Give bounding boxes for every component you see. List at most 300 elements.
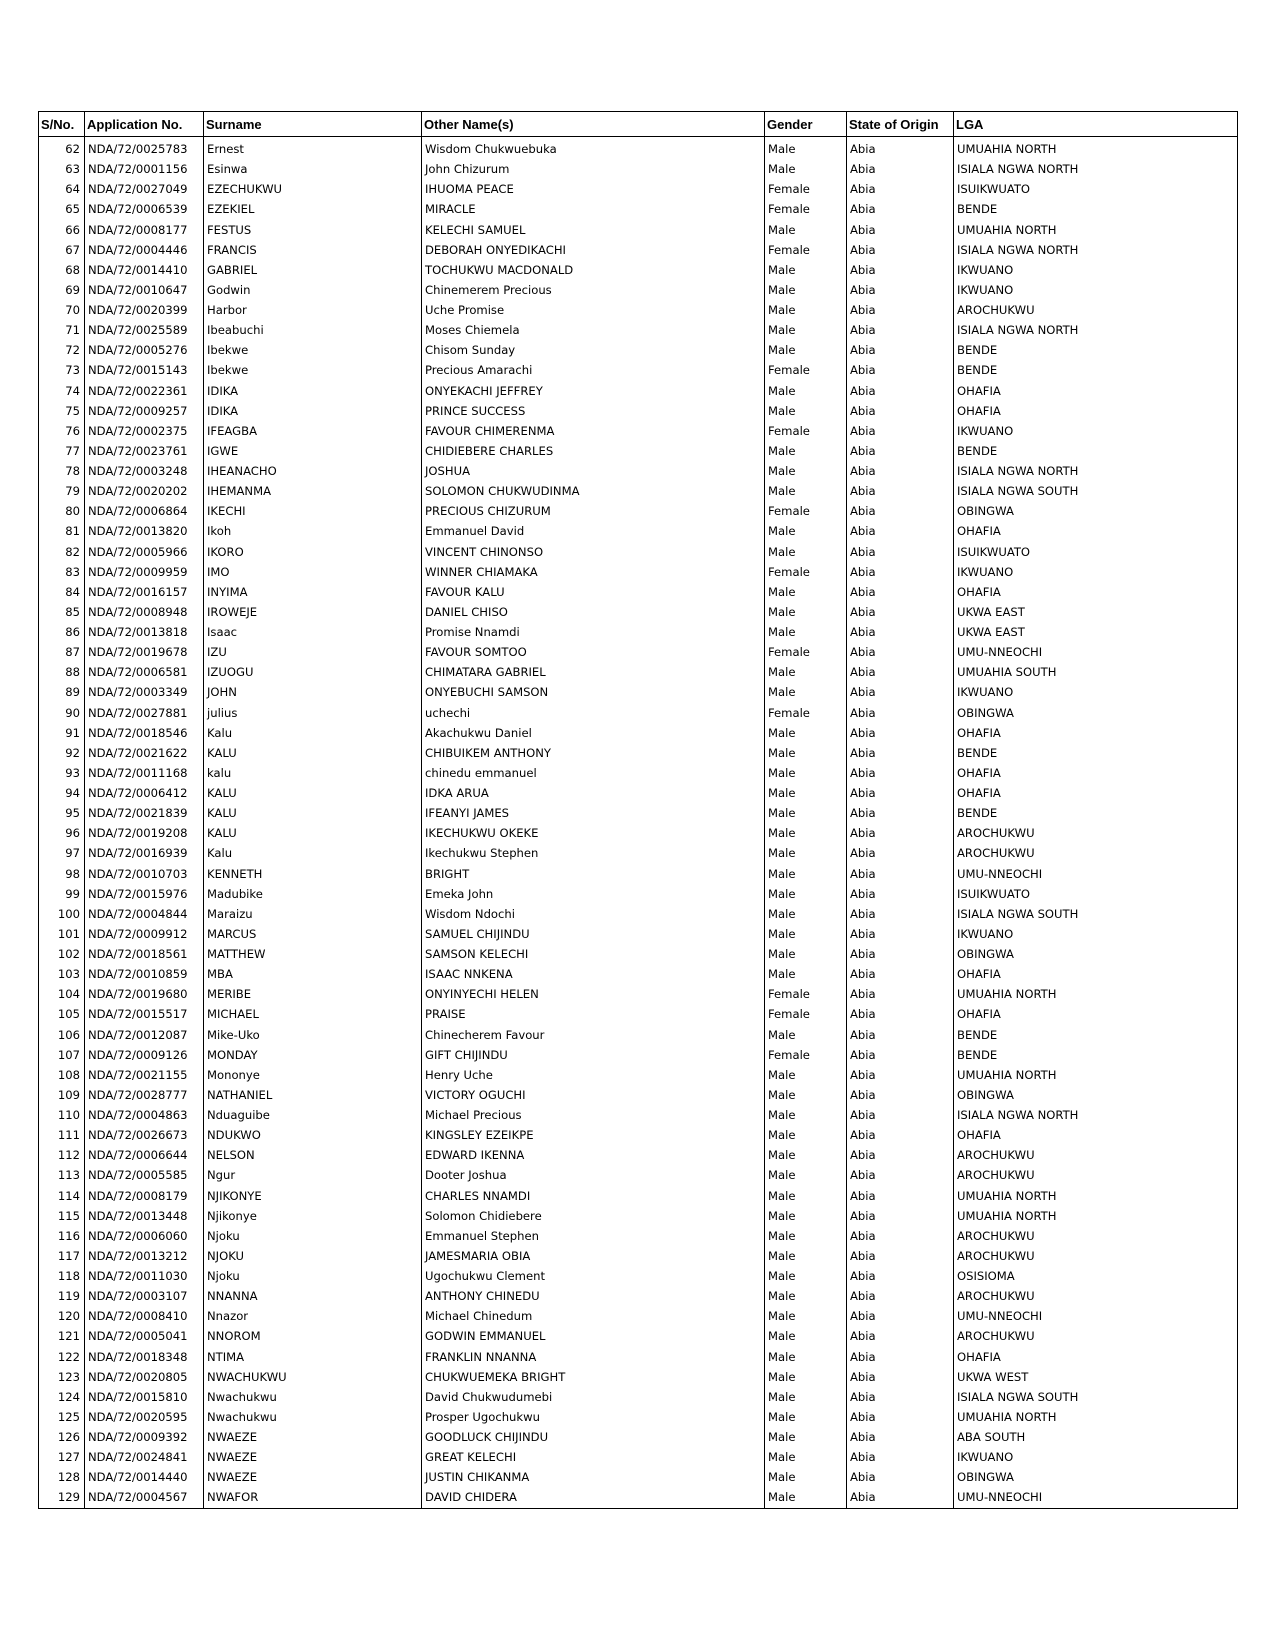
- table-row: [39, 582, 1238, 602]
- cell-sno: 125: [39, 1407, 85, 1427]
- cell-other-names: DANIEL CHISO: [422, 602, 765, 622]
- cell-application-no: NDA/72/0005041: [85, 1326, 204, 1346]
- cell-application-no: NDA/72/0008410: [85, 1306, 204, 1326]
- cell-lga: OHAFIA: [954, 1347, 1238, 1367]
- cell-application-no: NDA/72/0022361: [85, 381, 204, 401]
- cell-state-of-origin: Abia: [847, 944, 954, 964]
- cell-gender: Male: [765, 884, 847, 904]
- cell-state-of-origin: Abia: [847, 1206, 954, 1226]
- cell-state-of-origin: Abia: [847, 421, 954, 441]
- cell-sno: 92: [39, 743, 85, 763]
- cell-gender: Female: [765, 501, 847, 521]
- cell-gender: Female: [765, 1045, 847, 1065]
- cell-gender: Female: [765, 240, 847, 260]
- cell-other-names: John Chizurum: [422, 159, 765, 179]
- cell-lga: OSISIOMA: [954, 1266, 1238, 1286]
- cell-state-of-origin: Abia: [847, 743, 954, 763]
- cell-other-names: EDWARD IKENNA: [422, 1145, 765, 1165]
- cell-sno: 93: [39, 763, 85, 783]
- cell-gender: Male: [765, 803, 847, 823]
- cell-application-no: NDA/72/0003107: [85, 1286, 204, 1306]
- cell-other-names: KELECHI SAMUEL: [422, 220, 765, 240]
- cell-other-names: SAMUEL CHIJINDU: [422, 924, 765, 944]
- cell-surname: NJIKONYE: [204, 1186, 422, 1206]
- cell-application-no: NDA/72/0020202: [85, 481, 204, 501]
- cell-state-of-origin: Abia: [847, 763, 954, 783]
- cell-application-no: NDA/72/0008177: [85, 220, 204, 240]
- cell-application-no: NDA/72/0003349: [85, 682, 204, 702]
- cell-surname: KALU: [204, 743, 422, 763]
- cell-sno: 65: [39, 199, 85, 219]
- cell-state-of-origin: Abia: [847, 1246, 954, 1266]
- table-row: [39, 260, 1238, 280]
- cell-surname: KALU: [204, 823, 422, 843]
- cell-application-no: NDA/72/0010859: [85, 964, 204, 984]
- cell-other-names: KINGSLEY EZEIKPE: [422, 1125, 765, 1145]
- cell-sno: 81: [39, 521, 85, 541]
- cell-other-names: Prosper Ugochukwu: [422, 1407, 765, 1427]
- cell-other-names: Wisdom Ndochi: [422, 904, 765, 924]
- table-row: [39, 823, 1238, 843]
- table-row: [39, 220, 1238, 240]
- cell-gender: Male: [765, 401, 847, 421]
- cell-lga: IKWUANO: [954, 421, 1238, 441]
- table-row: [39, 521, 1238, 541]
- cell-sno: 119: [39, 1286, 85, 1306]
- table-row: [39, 783, 1238, 803]
- table-row: [39, 924, 1238, 944]
- cell-other-names: GREAT KELECHI: [422, 1447, 765, 1467]
- cell-state-of-origin: Abia: [847, 441, 954, 461]
- cell-state-of-origin: Abia: [847, 320, 954, 340]
- cell-application-no: NDA/72/0004863: [85, 1105, 204, 1125]
- cell-lga: OBINGWA: [954, 1467, 1238, 1487]
- cell-sno: 66: [39, 220, 85, 240]
- table-row: [39, 1186, 1238, 1206]
- cell-sno: 109: [39, 1085, 85, 1105]
- cell-application-no: NDA/72/0015976: [85, 884, 204, 904]
- cell-application-no: NDA/72/0028777: [85, 1085, 204, 1105]
- table-row: [39, 381, 1238, 401]
- table-row: [39, 179, 1238, 199]
- cell-other-names: Chinecherem Favour: [422, 1025, 765, 1045]
- cell-lga: IKWUANO: [954, 1447, 1238, 1467]
- cell-lga: UMUAHIA SOUTH: [954, 662, 1238, 682]
- table-row: [39, 1004, 1238, 1024]
- cell-lga: OBINGWA: [954, 703, 1238, 723]
- cell-state-of-origin: Abia: [847, 137, 954, 160]
- cell-application-no: NDA/72/0006644: [85, 1145, 204, 1165]
- cell-lga: UMU-NNEOCHI: [954, 642, 1238, 662]
- cell-sno: 62: [39, 137, 85, 160]
- table-row: [39, 1206, 1238, 1226]
- table-row: [39, 1367, 1238, 1387]
- cell-other-names: FAVOUR SOMTOO: [422, 642, 765, 662]
- table-row: [39, 1286, 1238, 1306]
- cell-state-of-origin: Abia: [847, 360, 954, 380]
- cell-application-no: NDA/72/0015810: [85, 1387, 204, 1407]
- table-row: [39, 1165, 1238, 1185]
- cell-other-names: DAVID CHIDERA: [422, 1487, 765, 1508]
- cell-surname: Maraizu: [204, 904, 422, 924]
- cell-other-names: Solomon Chidiebere: [422, 1206, 765, 1226]
- cell-lga: IKWUANO: [954, 562, 1238, 582]
- cell-application-no: NDA/72/0004567: [85, 1487, 204, 1508]
- table-row: [39, 441, 1238, 461]
- cell-gender: Male: [765, 904, 847, 924]
- cell-surname: Godwin: [204, 280, 422, 300]
- cell-sno: 73: [39, 360, 85, 380]
- cell-sno: 88: [39, 662, 85, 682]
- cell-state-of-origin: Abia: [847, 904, 954, 924]
- cell-gender: Male: [765, 1427, 847, 1447]
- table-row: [39, 481, 1238, 501]
- cell-gender: Male: [765, 823, 847, 843]
- cell-lga: OHAFIA: [954, 783, 1238, 803]
- table-row: [39, 300, 1238, 320]
- cell-application-no: NDA/72/0024841: [85, 1447, 204, 1467]
- cell-surname: NJOKU: [204, 1246, 422, 1266]
- cell-other-names: Michael Chinedum: [422, 1306, 765, 1326]
- cell-surname: EZECHUKWU: [204, 179, 422, 199]
- cell-application-no: NDA/72/0011168: [85, 763, 204, 783]
- cell-lga: BENDE: [954, 360, 1238, 380]
- cell-surname: KALU: [204, 783, 422, 803]
- cell-gender: Female: [765, 1004, 847, 1024]
- cell-surname: MATTHEW: [204, 944, 422, 964]
- cell-application-no: NDA/72/0006864: [85, 501, 204, 521]
- cell-state-of-origin: Abia: [847, 562, 954, 582]
- cell-lga: OBINGWA: [954, 1085, 1238, 1105]
- cell-other-names: Emeka John: [422, 884, 765, 904]
- table-row: [39, 602, 1238, 622]
- cell-gender: Male: [765, 260, 847, 280]
- cell-state-of-origin: Abia: [847, 1467, 954, 1487]
- cell-lga: AROCHUKWU: [954, 1165, 1238, 1185]
- cell-state-of-origin: Abia: [847, 401, 954, 421]
- cell-other-names: Wisdom Chukwuebuka: [422, 137, 765, 160]
- cell-other-names: MIRACLE: [422, 199, 765, 219]
- cell-application-no: NDA/72/0023761: [85, 441, 204, 461]
- cell-surname: IHEMANMA: [204, 481, 422, 501]
- cell-sno: 122: [39, 1347, 85, 1367]
- cell-surname: MONDAY: [204, 1045, 422, 1065]
- cell-state-of-origin: Abia: [847, 1266, 954, 1286]
- cell-gender: Male: [765, 864, 847, 884]
- cell-application-no: NDA/72/0027049: [85, 179, 204, 199]
- cell-lga: ISIALA NGWA NORTH: [954, 1105, 1238, 1125]
- cell-gender: Male: [765, 1025, 847, 1045]
- cell-lga: UKWA EAST: [954, 622, 1238, 642]
- cell-application-no: NDA/72/0019678: [85, 642, 204, 662]
- table-row: [39, 1407, 1238, 1427]
- cell-application-no: NDA/72/0010647: [85, 280, 204, 300]
- cell-other-names: Dooter Joshua: [422, 1165, 765, 1185]
- cell-surname: NELSON: [204, 1145, 422, 1165]
- table-row: [39, 1266, 1238, 1286]
- cell-state-of-origin: Abia: [847, 1306, 954, 1326]
- cell-gender: Female: [765, 984, 847, 1004]
- cell-gender: Male: [765, 280, 847, 300]
- table-row: [39, 1326, 1238, 1346]
- cell-state-of-origin: Abia: [847, 1186, 954, 1206]
- cell-surname: KALU: [204, 803, 422, 823]
- cell-application-no: NDA/72/0011030: [85, 1266, 204, 1286]
- cell-application-no: NDA/72/0014410: [85, 260, 204, 280]
- table-row: [39, 421, 1238, 441]
- cell-state-of-origin: Abia: [847, 864, 954, 884]
- cell-surname: Ngur: [204, 1165, 422, 1185]
- cell-lga: BENDE: [954, 1045, 1238, 1065]
- cell-state-of-origin: Abia: [847, 1025, 954, 1045]
- cell-surname: Ibekwe: [204, 360, 422, 380]
- cell-surname: FRANCIS: [204, 240, 422, 260]
- cell-lga: AROCHUKWU: [954, 1226, 1238, 1246]
- cell-other-names: ONYEBUCHI SAMSON: [422, 682, 765, 702]
- cell-application-no: NDA/72/0009126: [85, 1045, 204, 1065]
- cell-sno: 105: [39, 1004, 85, 1024]
- cell-other-names: IDKA ARUA: [422, 783, 765, 803]
- cell-state-of-origin: Abia: [847, 1427, 954, 1447]
- cell-lga: BENDE: [954, 199, 1238, 219]
- cell-other-names: IKECHUKWU OKEKE: [422, 823, 765, 843]
- cell-lga: ISUIKWUATO: [954, 884, 1238, 904]
- cell-lga: ABA SOUTH: [954, 1427, 1238, 1447]
- cell-lga: IKWUANO: [954, 924, 1238, 944]
- cell-state-of-origin: Abia: [847, 381, 954, 401]
- cell-gender: Male: [765, 843, 847, 863]
- cell-surname: JOHN: [204, 682, 422, 702]
- cell-surname: NWAEZE: [204, 1467, 422, 1487]
- cell-state-of-origin: Abia: [847, 783, 954, 803]
- header-row: [39, 112, 1238, 137]
- cell-surname: Nwachukwu: [204, 1387, 422, 1407]
- cell-application-no: NDA/72/0009257: [85, 401, 204, 421]
- cell-application-no: NDA/72/0019680: [85, 984, 204, 1004]
- cell-surname: Nwachukwu: [204, 1407, 422, 1427]
- cell-sno: 115: [39, 1206, 85, 1226]
- cell-surname: FESTUS: [204, 220, 422, 240]
- cell-state-of-origin: Abia: [847, 300, 954, 320]
- cell-gender: Male: [765, 1145, 847, 1165]
- cell-other-names: Emmanuel Stephen: [422, 1226, 765, 1246]
- cell-sno: 97: [39, 843, 85, 863]
- cell-sno: 99: [39, 884, 85, 904]
- cell-sno: 120: [39, 1306, 85, 1326]
- cell-gender: Male: [765, 521, 847, 541]
- column-header-gender: Gender: [765, 112, 847, 137]
- cell-application-no: NDA/72/0006581: [85, 662, 204, 682]
- cell-sno: 86: [39, 622, 85, 642]
- cell-application-no: NDA/72/0018561: [85, 944, 204, 964]
- cell-gender: Female: [765, 562, 847, 582]
- column-header-application-no: Application No.: [85, 112, 204, 137]
- cell-lga: ISIALA NGWA SOUTH: [954, 481, 1238, 501]
- cell-other-names: Ikechukwu Stephen: [422, 843, 765, 863]
- cell-gender: Male: [765, 1367, 847, 1387]
- cell-surname: Nduaguibe: [204, 1105, 422, 1125]
- cell-sno: 67: [39, 240, 85, 260]
- cell-gender: Male: [765, 622, 847, 642]
- cell-gender: Male: [765, 300, 847, 320]
- cell-other-names: uchechi: [422, 703, 765, 723]
- cell-surname: GABRIEL: [204, 260, 422, 280]
- cell-gender: Male: [765, 441, 847, 461]
- cell-sno: 126: [39, 1427, 85, 1447]
- cell-gender: Male: [765, 1266, 847, 1286]
- cell-lga: UMUAHIA NORTH: [954, 1186, 1238, 1206]
- cell-surname: Nnazor: [204, 1306, 422, 1326]
- table-row: [39, 642, 1238, 662]
- cell-other-names: TOCHUKWU MACDONALD: [422, 260, 765, 280]
- cell-lga: UMUAHIA NORTH: [954, 984, 1238, 1004]
- cell-gender: Male: [765, 1467, 847, 1487]
- cell-other-names: CHUKWUEMEKA BRIGHT: [422, 1367, 765, 1387]
- cell-state-of-origin: Abia: [847, 481, 954, 501]
- cell-application-no: NDA/72/0025783: [85, 137, 204, 160]
- cell-application-no: NDA/72/0019208: [85, 823, 204, 843]
- table-row: [39, 1467, 1238, 1487]
- cell-surname: NNOROM: [204, 1326, 422, 1346]
- cell-sno: 82: [39, 542, 85, 562]
- cell-application-no: NDA/72/0004446: [85, 240, 204, 260]
- table-row: [39, 803, 1238, 823]
- cell-application-no: NDA/72/0008948: [85, 602, 204, 622]
- cell-other-names: CHIMATARA GABRIEL: [422, 662, 765, 682]
- cell-lga: ISIALA NGWA SOUTH: [954, 1387, 1238, 1407]
- table-row: [39, 1045, 1238, 1065]
- cell-sno: 111: [39, 1125, 85, 1145]
- cell-lga: OHAFIA: [954, 964, 1238, 984]
- cell-state-of-origin: Abia: [847, 1286, 954, 1306]
- cell-gender: Male: [765, 320, 847, 340]
- cell-sno: 87: [39, 642, 85, 662]
- cell-lga: ISIALA NGWA NORTH: [954, 320, 1238, 340]
- cell-other-names: chinedu emmanuel: [422, 763, 765, 783]
- cell-surname: Ernest: [204, 137, 422, 160]
- cell-lga: OBINGWA: [954, 501, 1238, 521]
- cell-application-no: NDA/72/0004844: [85, 904, 204, 924]
- cell-sno: 110: [39, 1105, 85, 1125]
- cell-other-names: Chinemerem Precious: [422, 280, 765, 300]
- cell-other-names: Precious Amarachi: [422, 360, 765, 380]
- cell-gender: Male: [765, 137, 847, 160]
- cell-application-no: NDA/72/0005966: [85, 542, 204, 562]
- cell-other-names: WINNER CHIAMAKA: [422, 562, 765, 582]
- table-row: [39, 1347, 1238, 1367]
- cell-sno: 79: [39, 481, 85, 501]
- cell-gender: Female: [765, 642, 847, 662]
- cell-lga: UMUAHIA NORTH: [954, 1407, 1238, 1427]
- table-row: [39, 723, 1238, 743]
- cell-state-of-origin: Abia: [847, 1165, 954, 1185]
- cell-gender: Male: [765, 944, 847, 964]
- cell-sno: 68: [39, 260, 85, 280]
- cell-other-names: ISAAC NNKENA: [422, 964, 765, 984]
- cell-sno: 96: [39, 823, 85, 843]
- cell-gender: Male: [765, 602, 847, 622]
- cell-sno: 121: [39, 1326, 85, 1346]
- cell-state-of-origin: Abia: [847, 461, 954, 481]
- cell-state-of-origin: Abia: [847, 1487, 954, 1508]
- table-row: [39, 864, 1238, 884]
- table-row: [39, 763, 1238, 783]
- cell-application-no: NDA/72/0013820: [85, 521, 204, 541]
- cell-surname: NDUKWO: [204, 1125, 422, 1145]
- cell-surname: IKORO: [204, 542, 422, 562]
- cell-application-no: NDA/72/0006412: [85, 783, 204, 803]
- table-row: [39, 280, 1238, 300]
- cell-gender: Male: [765, 1186, 847, 1206]
- cell-lga: BENDE: [954, 441, 1238, 461]
- table-row: [39, 662, 1238, 682]
- cell-surname: INYIMA: [204, 582, 422, 602]
- cell-sno: 70: [39, 300, 85, 320]
- cell-gender: Female: [765, 421, 847, 441]
- cell-other-names: PRECIOUS CHIZURUM: [422, 501, 765, 521]
- table-row: [39, 1145, 1238, 1165]
- cell-state-of-origin: Abia: [847, 1387, 954, 1407]
- table-row: [39, 320, 1238, 340]
- cell-sno: 129: [39, 1487, 85, 1508]
- cell-other-names: PRINCE SUCCESS: [422, 401, 765, 421]
- cell-gender: Male: [765, 481, 847, 501]
- table-row: [39, 1246, 1238, 1266]
- cell-other-names: ONYEKACHI JEFFREY: [422, 381, 765, 401]
- table-row: [39, 501, 1238, 521]
- column-header-lga: LGA: [954, 112, 1238, 137]
- cell-gender: Male: [765, 1246, 847, 1266]
- cell-sno: 98: [39, 864, 85, 884]
- cell-other-names: GOODLUCK CHIJINDU: [422, 1427, 765, 1447]
- cell-other-names: JUSTIN CHIKANMA: [422, 1467, 765, 1487]
- table-row: [39, 199, 1238, 219]
- cell-gender: Male: [765, 1125, 847, 1145]
- cell-sno: 83: [39, 562, 85, 582]
- cell-state-of-origin: Abia: [847, 964, 954, 984]
- cell-other-names: IHUOMA PEACE: [422, 179, 765, 199]
- cell-sno: 112: [39, 1145, 85, 1165]
- cell-application-no: NDA/72/0014440: [85, 1467, 204, 1487]
- table-row: [39, 1487, 1238, 1508]
- table-row: [39, 984, 1238, 1004]
- cell-lga: AROCHUKWU: [954, 300, 1238, 320]
- cell-state-of-origin: Abia: [847, 984, 954, 1004]
- table-row: [39, 1427, 1238, 1447]
- cell-surname: IHEANACHO: [204, 461, 422, 481]
- cell-lga: ISIALA NGWA NORTH: [954, 240, 1238, 260]
- cell-other-names: CHIBUIKEM ANTHONY: [422, 743, 765, 763]
- cell-application-no: NDA/72/0009392: [85, 1427, 204, 1447]
- cell-surname: Ibeabuchi: [204, 320, 422, 340]
- cell-other-names: Emmanuel David: [422, 521, 765, 541]
- cell-lga: OHAFIA: [954, 582, 1238, 602]
- cell-surname: IGWE: [204, 441, 422, 461]
- cell-sno: 106: [39, 1025, 85, 1045]
- table-row: [39, 944, 1238, 964]
- cell-surname: MERIBE: [204, 984, 422, 1004]
- cell-gender: Male: [765, 1105, 847, 1125]
- cell-other-names: PRAISE: [422, 1004, 765, 1024]
- cell-other-names: JOSHUA: [422, 461, 765, 481]
- cell-application-no: NDA/72/0020595: [85, 1407, 204, 1427]
- cell-surname: Njoku: [204, 1226, 422, 1246]
- cell-state-of-origin: Abia: [847, 843, 954, 863]
- cell-application-no: NDA/72/0020399: [85, 300, 204, 320]
- cell-application-no: NDA/72/0013212: [85, 1246, 204, 1266]
- cell-gender: Male: [765, 964, 847, 984]
- cell-state-of-origin: Abia: [847, 1105, 954, 1125]
